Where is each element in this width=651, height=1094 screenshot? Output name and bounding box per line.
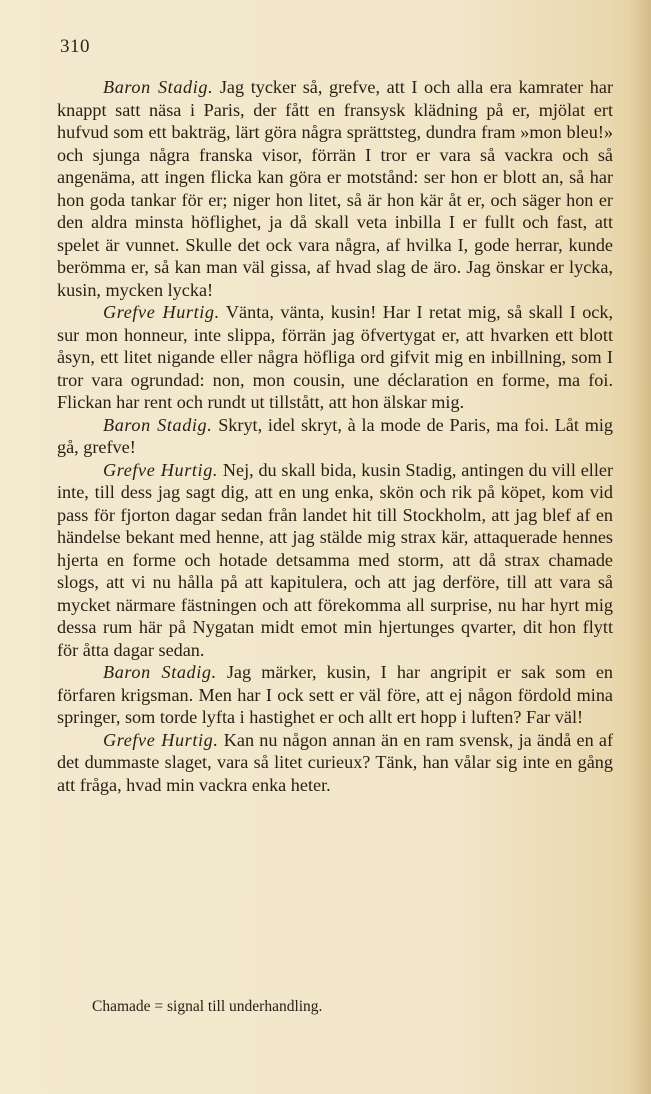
dialogue-paragraph [57,414,613,459]
speaker-name: Baron Stadig. [103,77,214,97]
speech-text: Kan nu någon annan än en ram svensk, ja ändå en af det dummaste slaget, vara så litet curieux? Tänk, han vålar sig inte en gång att fråga, hvad min vackra enka heter. [57,729,614,795]
page-fold-shadow [629,0,651,1094]
dialogue-paragraph [57,76,613,301]
dialogue-paragraph [57,459,613,662]
dialogue-paragraph [57,301,613,414]
page-number: 310 [60,36,90,57]
speech-text: Vänta, vänta, kusin! Har I retat mig, så skall I ock, sur mon honneur, inte slippa, förrän jag öfvertygat er, att hvarken ett blott åsyn, ett litet nigande eller några höfliga ord gifvit mig en inbillning, som I tror vara ogrundad: non, mon cousin, une déclaration en forme, ma foi. Flickan har rent och rundt ut tillstått, att hon älskar mig. [57,302,613,412]
speaker-name: Grefve Hurtig. [103,459,219,480]
speaker-name: Baron Stadig. [103,662,217,682]
dialogue-paragraph [57,729,613,797]
footnote: Chamade = signal till underhandling. [92,998,323,1015]
speech-text: Nej, du skall bida, kusin Stadig, antingen du vill eller inte, till dess jag sagt dig, att en ung enka, skön och rik på köpet, kom vid pass för fjorton dagar sedan från landet hit till Stockholm, att jag blef af en händelse bekant med henne, att jag stälde mig strax kär, attaquerade hennes hjerta en forme och hotade detsamma med storm, att då strax chamade slogs, att vi nu hålla på att kapitulera, och att jag derföre, till att vara så mycket närmare fästningen och att förekomma all surprise, nu har hyrt mig dessa rum här på Nygatan midt emot min hjertunges qvarter, dit hon flytt för åtta dagar sedan. [57,459,613,660]
dialogue-paragraph [57,661,613,729]
speaker-name: Grefve Hurtig. [103,729,219,750]
speaker-name: Baron Stadig. [103,414,213,435]
speech-text: Jag märker, kusin, I har angripit er sak som en förfaren krigsman. Men har I ock sett er väl före, att ej någon fördold mina springer, som torde lyfta i hastighet er och allt ert hopp i luften? Far väl! [57,662,614,727]
speech-text: Jag tycker så, grefve, att I och alla era kamrater har knappt satt näsa i Paris, der fått en fransysk klädning på er, mjölat ert hufvud som ett bakträg, lärt göra några sprättsteg, dundra fram »mon bleu!» och sjunga några franska visor, förrän I tror er vara så vackra och så angenäma, att ingen flicka kan göra er motstånd: ser hon er blott an, så har hon goda tankar för er; niger hon litet, så är hon kär åt er, och säger hon er den aldra minsta höflighet, ja då skall veta inbilla I er fullt och fast, att spelet är vunnet. Skulle det ock vara några, af hvilka I, gode herrar, kunde berömma er, så kan man väl gissa, af hvad slag de äro. Jag önskar er lycka, kusin, mycken lycka! [57,77,614,300]
dialogue-text [57,76,613,796]
speaker-name: Grefve Hurtig. [103,302,220,322]
speech-text: Skryt, idel skryt, à la mode de Paris, ma foi. Låt mig gå, grefve! [57,414,614,457]
